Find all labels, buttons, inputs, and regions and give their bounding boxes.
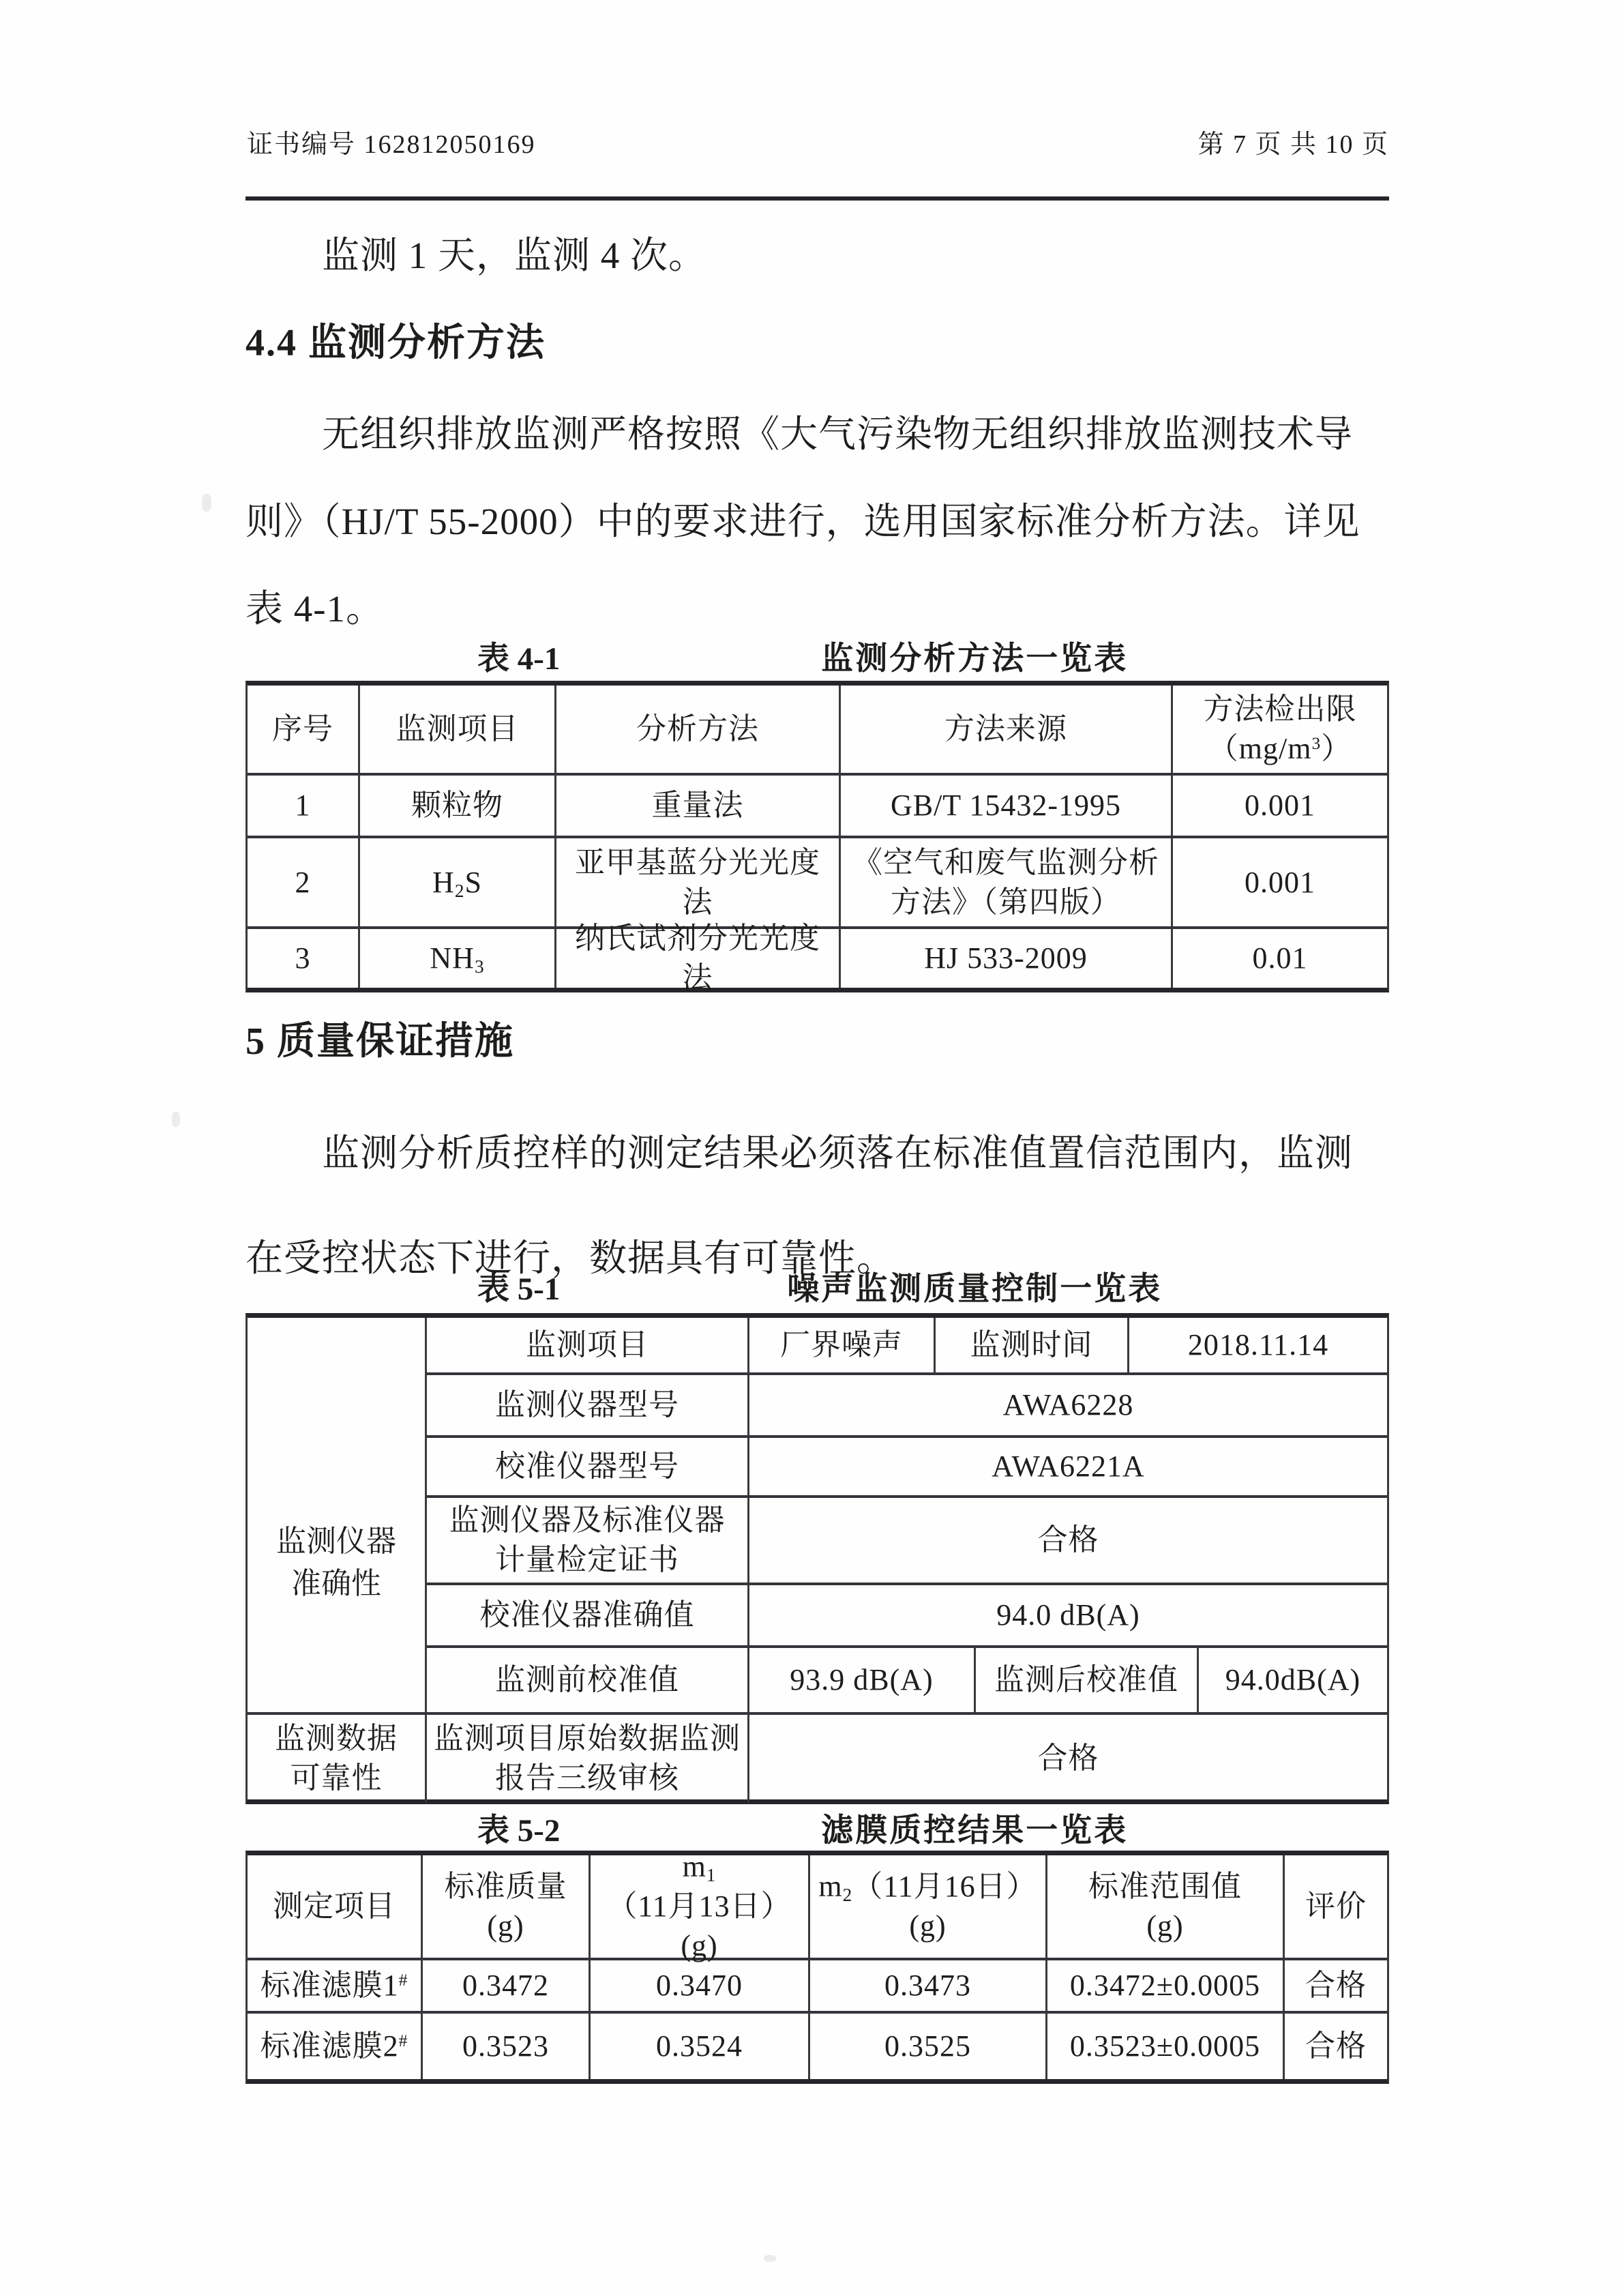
table-5-2-label: 表 5-2 <box>477 1813 561 1849</box>
table-5-1-title: 噪声监测质量控制一览表 <box>787 1271 1163 1307</box>
col-header-sample: 测定项目 <box>248 1855 423 1958</box>
col-header-limit: 方法检出限 $(mg/m^3)$ <box>1203 692 1357 765</box>
table-5-1 <box>245 1313 1389 1804</box>
paragraph-1-line-2: 则》（HJ/T 55-2000）中的要求进行，选用国家标准分析方法。详见 <box>245 501 1360 542</box>
label-two-lines: 监测仪器及标准仪器 计量检定证书 <box>427 1498 749 1583</box>
table-row: 3 $NH_3$ 纳氏试剂分光光度法 HJ 533-2009 0.01 <box>248 926 1387 988</box>
col-header-m1: $m_1(11$月13日） (g) <box>591 1855 810 1958</box>
col-header-std-mass: 标准质量 (g) <box>423 1855 591 1958</box>
col-header-source: 方法来源 <box>841 686 1173 773</box>
page-number: 第 7 页 共 10 页 <box>1197 130 1389 159</box>
col-header-method: 分析方法 <box>556 686 841 773</box>
table-5-2-title: 滤膜质控结果一览表 <box>821 1813 1129 1849</box>
table-row: 监测项目 厂界噪声 监测时间 2018.11.14 <box>427 1318 1387 1372</box>
section-4-4-heading: 4.4 监测分析方法 <box>245 322 546 364</box>
table-4-1-label: 表 4-1 <box>477 641 561 677</box>
table-row: 1 颗粒物 重量法 GB/T 15432-1995 0.001 <box>248 773 1387 836</box>
table-5-2-header-row <box>248 1850 1387 1962</box>
col-header-item: 监测项目 <box>360 686 556 773</box>
filter-1: 标准滤膜1# <box>248 1960 423 2011</box>
h2s-formula: $H_2S$ <box>360 838 556 926</box>
table-5-1-caption <box>245 1263 1389 1309</box>
source-two-lines: 《空气和废气监测分析 方法》（第四版） <box>841 838 1173 926</box>
paragraph-2-line-2: 在受控状态下进行，数据具有可靠性。 <box>245 1237 895 1279</box>
rail-data-reliability: 监测数据 可靠性 <box>248 1715 427 1802</box>
paragraph-1-line-1: 无组织排放监测严格按照《大气污染物无组织排放监测技术导 <box>322 413 1354 455</box>
table-row: 校准仪器准确值 94.0 dB(A) <box>427 1583 1387 1645</box>
rail-instrument-accuracy: 监测仪器 准确性 <box>248 1318 427 1712</box>
filter-2: 标准滤膜2# <box>248 2014 423 2079</box>
table-4-1-caption <box>245 633 1389 679</box>
table-row: 2 $H_2S$ 亚甲基蓝分光光度法 《空气和废气监测分析 方法》（第四版） 0.001 <box>248 836 1387 926</box>
scan-artifact <box>764 2255 776 2262</box>
table-row: 监测前校准值 93.9 dB(A) 监测后校准值 94.0dB(A) <box>427 1645 1387 1712</box>
scan-artifact <box>202 494 211 512</box>
paragraph-1-line-3: 表 4-1。 <box>245 588 385 630</box>
table-row: 监测仪器型号 AWA6228 <box>427 1372 1387 1435</box>
col-header-m2: $m_2(11$月16日） (g) <box>810 1855 1047 1958</box>
table-4-1-header-row <box>248 686 1387 773</box>
certificate-number: 证书编号 162812050169 <box>247 130 536 159</box>
table-5-2 <box>245 1851 1389 2084</box>
nh3-formula: $NH_3$ <box>360 929 556 988</box>
table-5-2-caption <box>245 1805 1389 1851</box>
paragraph-2-line-1: 监测分析质控样的测定结果必须落在标准值置信范围内，监测 <box>322 1132 1354 1174</box>
intro-line: 监测 1 天，监测 4 次。 <box>322 235 707 276</box>
col-header-range: 标准范围值 (g) <box>1047 1855 1285 1958</box>
label-two-lines: 监测项目原始数据监测 报告三级审核 <box>427 1715 749 1802</box>
scan-artifact <box>172 1112 180 1127</box>
table-5-1-label: 表 5-1 <box>477 1271 561 1307</box>
table-4-1 <box>245 681 1389 995</box>
table-4-1-title: 监测分析方法一览表 <box>821 641 1129 677</box>
table-row: 校准仪器型号 AWA6221A <box>427 1435 1387 1495</box>
table-row: 标准滤膜2# 0.3523 0.3524 0.3525 0.3523±0.0005 合格 <box>248 2011 1387 2079</box>
col-header-seq: 序号 <box>248 686 360 773</box>
table-row-data-reliability: 监测数据 可靠性 监测项目原始数据监测 报告三级审核 合格 <box>248 1712 1387 1802</box>
table-row: 标准滤膜1# 0.3472 0.3470 0.3473 0.3472±0.0005 合格 <box>248 1958 1387 2011</box>
col-header-eval: 评价 <box>1305 1889 1367 1923</box>
section-5-heading: 5 质量保证措施 <box>245 1020 514 1063</box>
header-rule <box>245 196 1389 201</box>
table-row: 监测仪器及标准仪器 计量检定证书 合格 <box>427 1495 1387 1583</box>
